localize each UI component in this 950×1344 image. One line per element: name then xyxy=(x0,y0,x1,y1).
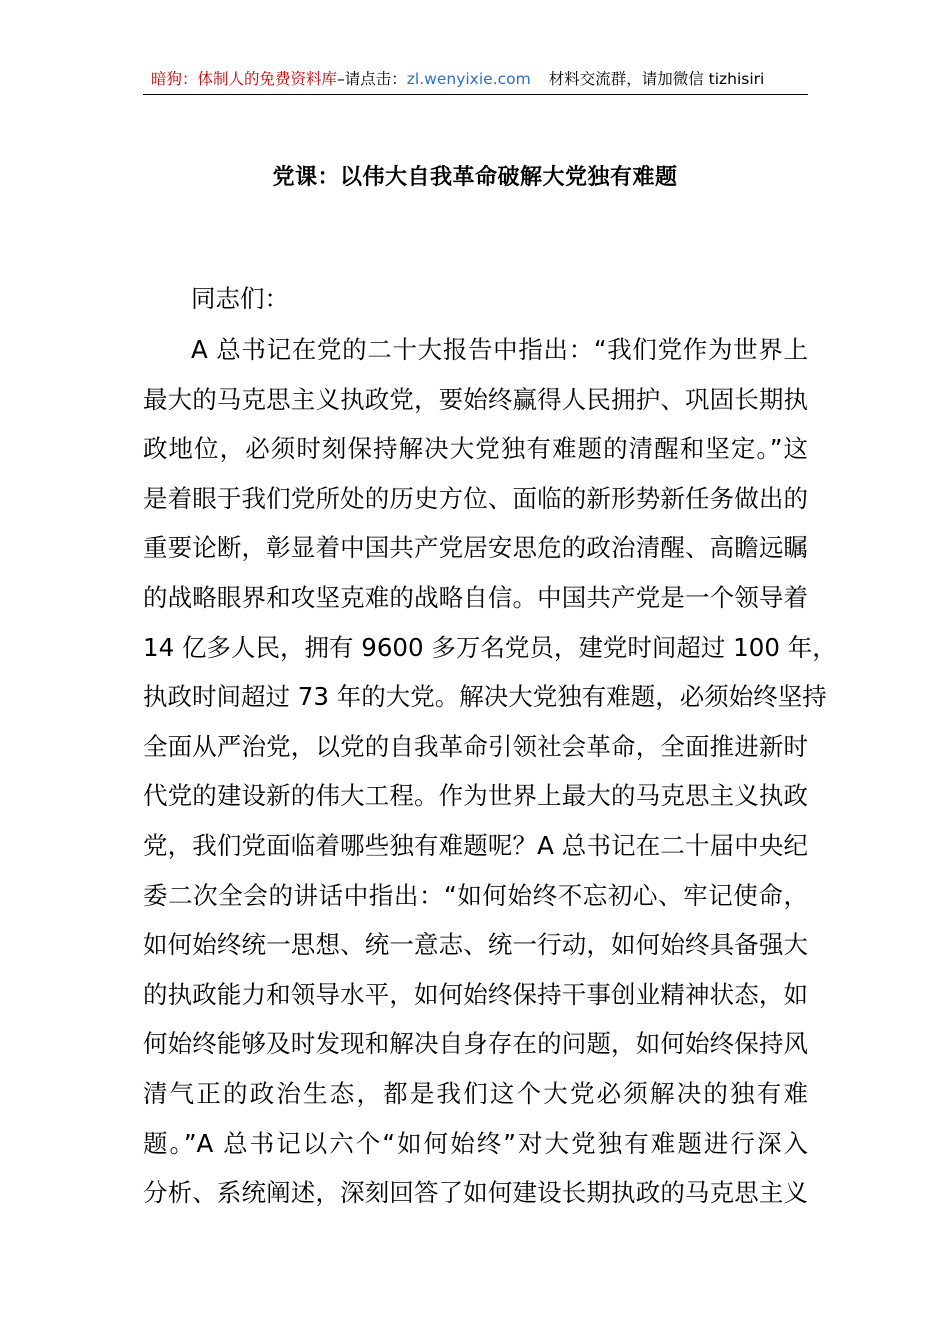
body-line: 最大的马克思主义执政党，要始终赢得人民拥护、巩固长期执 xyxy=(143,384,808,414)
body-line: 何始终能够及时发现和解决自身存在的问题，如何始终保持风 xyxy=(143,1029,808,1059)
body-line: 的执政能力和领导水平，如何始终保持干事创业精神状态，如 xyxy=(143,979,808,1009)
body-line: 代党的建设新的伟大工程。作为世界上最大的马克思主义执政 xyxy=(143,781,808,811)
body-line: 政地位，必须时刻保持解决大党独有难题的清醒和坚定。”这 xyxy=(143,434,808,464)
document-body xyxy=(143,330,837,1223)
salutation: 同志们： xyxy=(191,284,289,313)
body-line: 题。”A 总书记以六个“如何始终”对大党独有难题进行深入 xyxy=(143,1128,808,1158)
body-line: 委二次全会的讲话中指出：“如何始终不忘初心、牢记使命， xyxy=(143,880,808,910)
body-line: 如何始终统一思想、统一意志、统一行动，如何始终具备强大 xyxy=(143,930,808,960)
body-line: 全面从严治党，以党的自我革命引领社会革命，全面推进新时 xyxy=(143,731,808,761)
header-promo-text: 暗狗：体制人的免费资料库 xyxy=(151,70,338,88)
body-line: 的战略眼界和攻坚克难的战略自信。中国共产党是一个领导着 xyxy=(143,582,808,612)
page-header xyxy=(143,64,808,95)
document-title: 党课：以伟大自我革命破解大党独有难题 xyxy=(272,165,678,190)
header-note: 材料交流群，请加微信 tizhisiri xyxy=(548,70,765,88)
header-url-link[interactable]: zl.wenyixie.com xyxy=(406,70,531,88)
body-line: 执政时间超过 73 年的大党。解决大党独有难题，必须始终坚持 xyxy=(143,682,827,712)
body-line: 党，我们党面临着哪些独有难题呢？A 总书记在二十届中央纪 xyxy=(143,830,808,860)
header-link-prefix: –请点击： xyxy=(337,70,407,88)
body-line: 分析、系统阐述，深刻回答了如何建设长期执政的马克思主义 xyxy=(143,1178,808,1208)
body-line: 14 亿多人民，拥有 9600 多万名党员，建党时间超过 100 年， xyxy=(143,632,837,662)
body-line: 清气正的政治生态，都是我们这个大党必须解决的独有难 xyxy=(143,1078,808,1108)
body-line: 是着眼于我们党所处的历史方位、面临的新形势新任务做出的 xyxy=(143,483,808,513)
body-line: A 总书记在党的二十大报告中指出：“我们党作为世界上 xyxy=(191,335,808,364)
body-line: 重要论断，彰显着中国共产党居安思危的政治清醒、高瞻远瞩 xyxy=(143,533,808,563)
